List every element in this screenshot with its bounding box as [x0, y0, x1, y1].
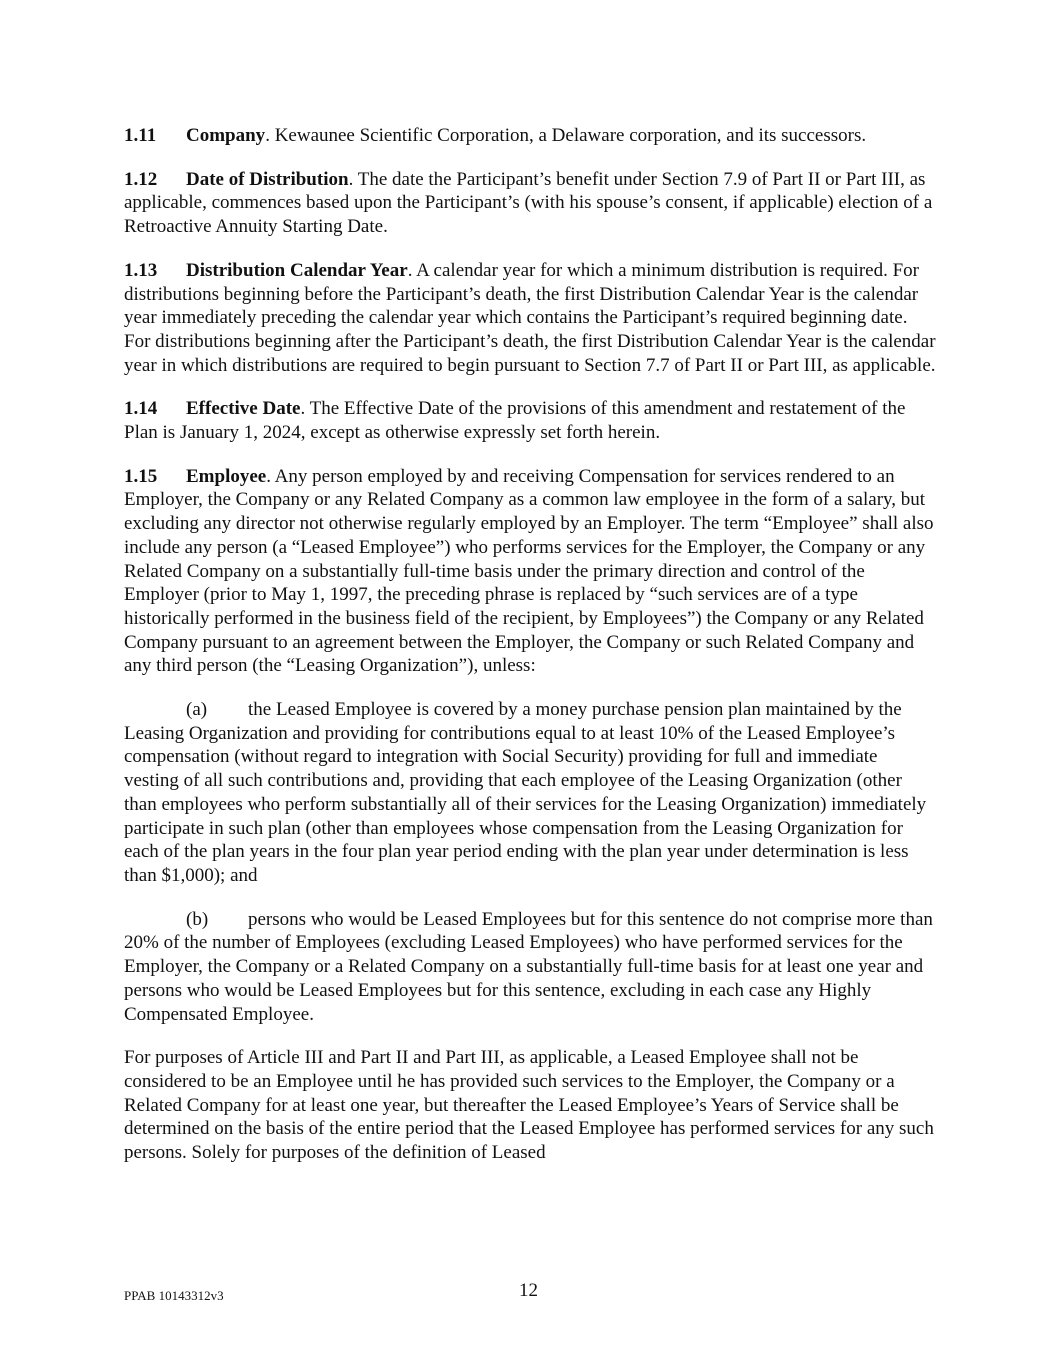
subsection-text: the Leased Employee is covered by a money purchase pension plan maintained by the Leasing Organization and providing for contributions equal to at least 10% of the Leased Employee’s compensation (without regard to integration with Social Security) providing for full and immediate vesting of all such contributions and, providing that each employee of the Leasing Organization (other than employees who perform substantially all of their services for the Leasing Organization) immediately participate in such plan (other than employees whose compensation from the Leasing Organization for each of the plan years in the four plan year period ending with the plan year under determination is less than $1,000); and [124, 699, 927, 886]
subsection-text: persons who would be Leased Employees but for this sentence do not comprise more than 20% of the number of Employees (excluding Leased Employees) who have performed services for the Employer, the Company or a Related Company on a substantially full-time basis for at least one year and persons who would be Leased Employees but for this sentence, excluding in each case any Highly Compensated Employee. [124, 908, 933, 1025]
section-text: . Kewaunee Scientific Corporation, a Delaware corporation, and its successors. [265, 125, 867, 146]
section-1-14 [124, 397, 936, 444]
defined-term: Date of Distribution [186, 168, 349, 190]
section-1-15 [124, 465, 936, 678]
section-number: 1.12 [124, 168, 158, 190]
subsection-label: (a) [186, 699, 208, 721]
section-number: 1.15 [124, 465, 158, 487]
section-text: . Any person employed by and receiving Compensation for services rendered to an Employer, the Company or any Related Company as a common law employee in the form of a salary, but excluding any director not otherwise regularly employed by an Employer. The term “Employee” shall also include any person (a “Leased Employee”) who performs services for the Employer, the Company or any Related Company on a substantially full-time basis under the primary direction and control of the Employer (prior to May 1, 1997, the preceding phrase is replaced by “such services are of a type historically performed in the business field of the recipient, by Employees”) the Company or any Related Company pursuant to an agreement between the Employer, the Company or such Related Company and any third person (the “Leasing Organization”), unless: [124, 465, 934, 677]
footer-doc-id: PPAB 10143312v3 [124, 1288, 224, 1303]
section-number: 1.14 [124, 398, 158, 420]
defined-term: Company [186, 125, 266, 146]
section-text: . A calendar year for which a minimum distribution is required. For distributions beginning before the Participant’s death, the first Distribution Calendar Year is the calendar year immediately preceding the calendar year which contains the Participant’s required beginning date. For distributions beginning after the Participant’s death, the first Distribution Calendar Year is the calendar year in which distributions are required to begin pursuant to Section 7.7 of Part II or Part III, as applicable. [124, 259, 936, 376]
section-text: . The date the Participant’s benefit under Section 7.9 of Part II or Part III, as applicable, commences based upon the Participant’s (with his spouse’s consent, if applicable) election of a Retroactive Annuity Starting Date. [124, 168, 933, 238]
closing-paragraph: For purposes of Article III and Part II and Part III, as applicable, a Leased Employee shall not be considered to be an Employee until he has provided such services to the Employer, the Company or a Related Company for at least one year, but thereafter the Leased Employee’s Years of Service shall be determined on the basis of the entire period that the Leased Employee has performed services for any such persons. Solely for purposes of the definition of Leased [124, 1047, 934, 1164]
defined-term: Effective Date [186, 398, 301, 420]
defined-term: Distribution Calendar Year [186, 259, 408, 281]
section-text: . The Effective Date of the provisions of this amendment and restatement of the Plan is January 1, 2024, except as otherwise expressly set forth herein. [124, 398, 906, 444]
section-1-11 [124, 124, 936, 148]
page-number: 12 [519, 1280, 538, 1301]
subsection-a [124, 698, 936, 888]
section-1-12 [124, 168, 936, 239]
subsection-b [124, 908, 936, 1027]
document-body [124, 124, 936, 1185]
section-number: 1.13 [124, 259, 158, 281]
section-number: 1.11 [124, 125, 157, 146]
defined-term: Employee [186, 465, 267, 487]
subsection-label: (b) [186, 908, 209, 930]
section-1-13 [124, 259, 936, 378]
